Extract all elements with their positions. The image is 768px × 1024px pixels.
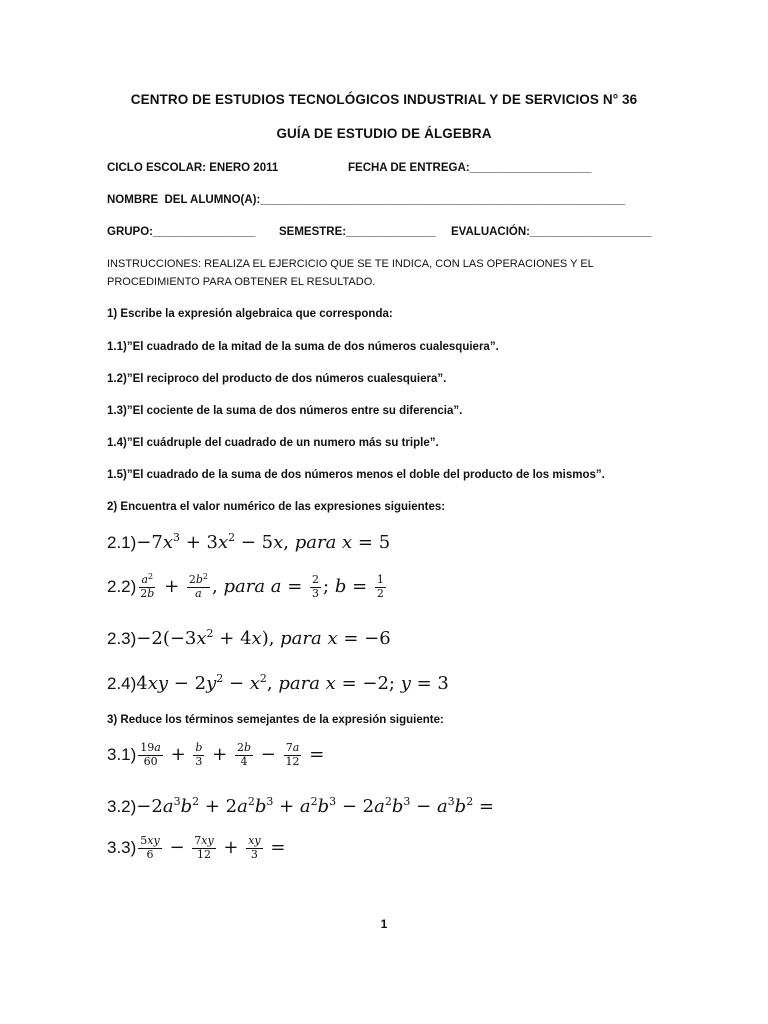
item-1-4: 1.4)”El cuádruple del cuadrado de un numero más su triple”. [107,437,439,449]
item-1-1: 1.1)”El cuadrado de la mitad de la suma de dos números cualesquiera”. [107,341,499,353]
expression-2-1-label: 2.1) [107,533,137,552]
expression-3-2: $3.2)-2a^3b^2 + 2a^2b^3 + a^2b^3 - 2a^2b^3 - a^3b^2$ = [107,795,495,817]
expression-3-2-label: 3.2) [107,797,137,816]
grupo-field: GRUPO:________________ [107,226,256,238]
ciclo-field: CICLO ESCOLAR: ENERO 2011 [107,162,279,174]
section-1-heading: 1) Escribe la expresión algebraica que corresponda: [107,308,393,320]
instructions-line-1: INSTRUCCIONES: REALIZA EL EJERCICIO QUE SE TE INDICA, CON LAS OPERACIONES Y EL [107,258,594,270]
instructions-line-2: PROCEDIMIENTO PARA OBTENER EL RESULTADO. [107,276,376,288]
semestre-field: SEMESTRE:______________ [279,226,436,238]
expression-3-3-label: 3.3) [107,838,137,858]
expression-2-3-label: 2.3) [107,629,137,648]
nombre-field: NOMBRE DEL ALUMNO(A):_________________________________________________________ [107,194,625,206]
section-2-heading: 2) Encuentra el valor numérico de las expresiones siguientes: [107,501,446,513]
expression-3-3: 3.3) $\frac{5xy}{6}$ − $\frac{7xy}{12}$ + $\frac{xy}{3}$ = [107,834,286,861]
document-title: GUÍA DE ESTUDIO DE ÁLGEBRA [276,126,492,141]
expression-2-1: $2.1)-7x^3 + 3x^2 - 5x$, para x = 5 [107,531,391,553]
expression-2-2: 2.2) $\frac{a^2}{2b}$ + $\frac{2b^2}{a}$ , para a = $\frac{2}{3}$ ; b = $\frac{1}{2}$ [107,572,384,600]
item-1-2: 1.2)”El reciproco del producto de dos números cualesquiera”. [107,373,447,385]
expression-3-1: 3.1) $\frac{19a}{60}$ + $\frac{b}{3}$ + $\frac{2b}{4}$ − $\frac{7a}{12}$ = [107,741,325,768]
institution-heading: CENTRO DE ESTUDIOS TECNOLÓGICOS INDUSTRIAL Y DE SERVICIOS N° 36 [130,92,638,107]
page-number: 1 [380,917,388,931]
expression-2-4: $2.4)4xy - 2y^2 - x^2$, para x = −2; y = 3 [107,672,449,694]
expression-2-3: $2.3)-2(-3x^2 + 4x)$, para x = −6 [107,627,391,649]
section-3-heading: 3) Reduce los términos semejantes de la expresión siguiente: [107,714,444,726]
evaluacion-field: EVALUACIÓN:___________________ [451,226,652,238]
expression-3-1-label: 3.1) [107,745,137,765]
fecha-field: FECHA DE ENTREGA:___________________ [348,162,592,174]
item-1-3: 1.3)”El cociente de la suma de dos números entre su diferencia”. [107,405,463,417]
expression-2-4-label: 2.4) [107,674,137,693]
expression-2-2-label: 2.2) [107,577,137,597]
item-1-5: 1.5)”El cuadrado de la suma de dos números menos el doble del producto de los mismos”. [107,469,605,481]
